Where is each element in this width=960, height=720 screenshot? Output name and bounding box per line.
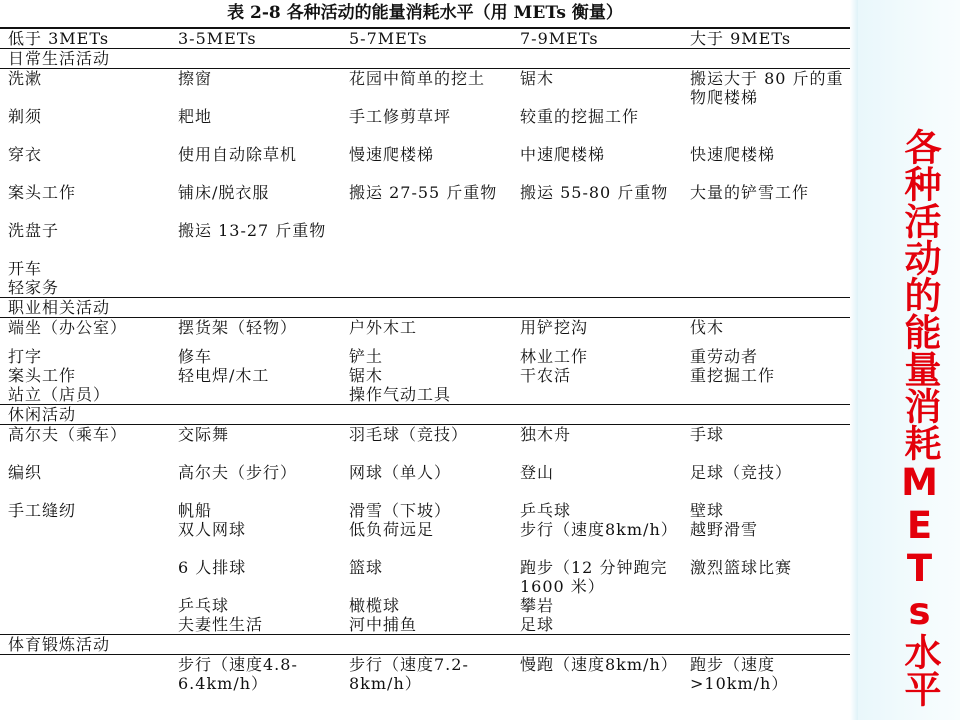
table-row <box>0 463 850 501</box>
table-cell: 案头工作 <box>8 183 77 202</box>
section-title-daily: 日常生活活动 <box>0 49 850 69</box>
column-header: 3-5METs <box>170 28 341 49</box>
table-cell: 剃须 <box>8 107 43 126</box>
table-cell <box>0 520 170 558</box>
table-cell: 较重的挖掘工作 <box>520 107 640 126</box>
table-cell: 登山 <box>520 463 555 482</box>
table-cell: 快速爬楼梯 <box>690 145 776 164</box>
table-row <box>0 69 850 108</box>
table-cell: 搬运大于 80 斤的重物爬楼梯 <box>690 69 844 107</box>
table-cell: 跑步（速度>10km/h） <box>690 655 789 693</box>
column-header: 7-9METs <box>512 28 682 49</box>
table-cell: 打字 案头工作 站立（店员） <box>8 347 111 404</box>
table-cell: 羽毛球（竞技） <box>349 425 469 444</box>
table-cell: 擦窗 <box>178 69 213 88</box>
table-header-row <box>0 28 850 49</box>
table-cell: 铺床/脱衣服 <box>178 183 270 202</box>
table-cell: 步行（速度8km/h） <box>520 520 678 539</box>
table-cell: 大量的铲雪工作 <box>690 183 810 202</box>
table-cell: 搬运 13-27 斤重物 <box>178 221 327 240</box>
table-cell: 滑雪（下坡） <box>349 501 452 520</box>
table-cell: 手球 <box>690 425 725 444</box>
column-header: 低于 3METs <box>0 28 170 49</box>
table-cell: 户外木工 <box>349 318 418 337</box>
table-cell: 伐木 <box>690 318 725 337</box>
section-title-leisure: 休闲活动 <box>0 405 850 425</box>
mets-table <box>0 27 850 693</box>
table-cell: 林业工作 干农活 <box>520 347 589 385</box>
table-cell: 6 人排球 <box>178 558 247 577</box>
table-body <box>0 49 850 694</box>
table-cell <box>170 259 341 298</box>
column-header: 5-7METs <box>341 28 512 49</box>
table-cell <box>341 221 512 259</box>
table-cell <box>682 221 850 259</box>
table-cell: 双人网球 <box>178 520 247 539</box>
table-cell: 跑步（12 分钟跑完 1600 米） <box>520 558 668 596</box>
table-cell <box>512 221 682 259</box>
table-cell: 锯木 <box>520 69 555 88</box>
table-cell: 高尔夫（步行） <box>178 463 298 482</box>
table-row <box>0 221 850 259</box>
table-cell: 搬运 27-55 斤重物 <box>349 183 498 202</box>
table-cell: 网球（单人） <box>349 463 452 482</box>
table-cell <box>682 259 850 298</box>
table-cell: 步行（速度4.8-6.4km/h） <box>178 655 298 693</box>
table-row <box>0 520 850 558</box>
section-row-leisure <box>0 405 850 425</box>
table-row <box>0 655 850 694</box>
table-row <box>0 145 850 183</box>
table-cell: 乒乓球 <box>520 501 572 520</box>
section-row-work <box>0 298 850 318</box>
table-cell: 激烈篮球比赛 <box>690 558 793 577</box>
table-cell: 摆货架（轻物） <box>178 318 298 337</box>
table-cell: 慢跑（速度8km/h） <box>520 655 678 674</box>
slide-title: 各种活动的能量消耗METs水平 <box>898 128 941 707</box>
table-cell: 修车 轻电焊/木工 <box>178 347 270 385</box>
section-title-sport: 体育锻炼活动 <box>0 635 850 655</box>
table-cell <box>0 596 170 635</box>
table-row <box>0 425 850 464</box>
table-cell: 低负荷远足 <box>349 520 435 539</box>
table-cell <box>682 596 850 635</box>
table-cell <box>512 259 682 298</box>
table-cell: 独木舟 <box>520 425 572 444</box>
table-cell: 洗盘子 <box>8 221 60 240</box>
table-row <box>0 347 850 405</box>
table-cell: 耙地 <box>178 107 213 126</box>
table-cell: 橄榄球 河中捕鱼 <box>349 596 418 634</box>
section-title-work: 职业相关活动 <box>0 298 850 318</box>
column-header: 大于 9METs <box>682 28 850 49</box>
table-cell: 手工缝纫 <box>8 501 77 520</box>
table-cell <box>682 107 850 145</box>
table-cell: 花园中简单的挖土 <box>349 69 486 88</box>
table-cell: 使用自动除草机 <box>178 145 298 164</box>
table-row <box>0 558 850 596</box>
table-row <box>0 183 850 221</box>
table-cell: 高尔夫（乘车） <box>8 425 128 444</box>
right-strip-edge <box>850 0 858 720</box>
table-cell <box>341 259 512 298</box>
table-row <box>0 596 850 635</box>
table-cell: 乒乓球 夫妻性生活 <box>178 596 264 634</box>
table-caption: 表 2-8 各种活动的能量消耗水平（用 METs 衡量） <box>227 3 623 23</box>
table-cell <box>0 558 170 596</box>
table-cell: 交际舞 <box>178 425 230 444</box>
table-row <box>0 501 850 520</box>
table-cell: 慢速爬楼梯 <box>349 145 435 164</box>
table-cell <box>0 655 170 694</box>
table-row <box>0 318 850 348</box>
section-row-sport <box>0 635 850 655</box>
table-cell: 足球（竞技） <box>690 463 793 482</box>
table-cell: 铲土 锯木 操作气动工具 <box>349 347 452 404</box>
table-cell: 手工修剪草坪 <box>349 107 452 126</box>
table-cell: 步行（速度7.2-8km/h） <box>349 655 469 693</box>
table-cell: 重劳动者 重挖掘工作 <box>690 347 776 385</box>
table-cell: 穿衣 <box>8 145 43 164</box>
table-cell: 越野滑雪 <box>690 520 759 539</box>
table-cell: 编织 <box>8 463 43 482</box>
table-cell: 攀岩 足球 <box>520 596 555 634</box>
table-cell: 端坐（办公室） <box>8 318 128 337</box>
section-row-daily <box>0 49 850 69</box>
table-cell: 帆船 <box>178 501 213 520</box>
table-cell: 用铲挖沟 <box>520 318 589 337</box>
table-row <box>0 259 850 298</box>
table-cell: 壁球 <box>690 501 725 520</box>
table-cell: 搬运 55-80 斤重物 <box>520 183 669 202</box>
table-cell: 篮球 <box>349 558 384 577</box>
table-row <box>0 107 850 145</box>
table-cell: 中速爬楼梯 <box>520 145 606 164</box>
table-cell: 洗漱 <box>8 69 43 88</box>
table-cell: 开车 轻家务 <box>8 259 60 297</box>
